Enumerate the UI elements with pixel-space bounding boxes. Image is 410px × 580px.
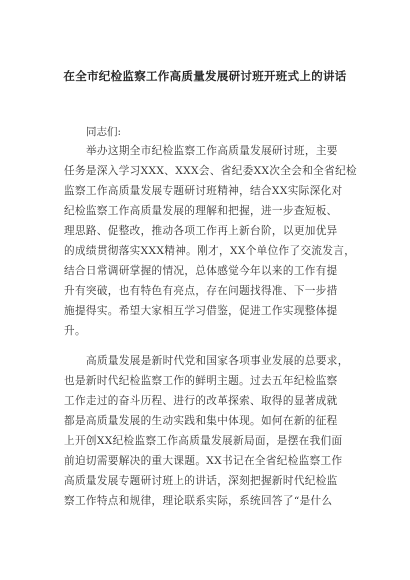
document-title: 在全市纪检监察工作高质量发展研讨班开班式上的讲话 [63,69,347,83]
body-line: 上开创XX纪检监察工作高质量发展新局面，是摆在我们面 [64,435,343,447]
body-line: 察工作特点和规律，理论联系实际，系统回答了“是什么 [64,495,333,507]
salutation: 同志们: [86,126,122,138]
body-line: 也是新时代纪检监察工作的鲜明主题。过去五年纪检监察 [64,375,338,387]
body-line: 升有突破，也有特色有亮点，存在问题找得准、下一步措 [64,285,338,297]
body-line: 任务是深入学习XXX、XXX会、省纪委XX次全会和全省纪检 [64,165,357,177]
body-line: 都是高质量发展的生动实践和集中体现。如何在新的征程 [64,415,338,427]
body-line: 监察工作高质量发展专题研讨班精神，结合XX实际深化对 [64,185,343,197]
body-line: 工作走过的奋斗历程、进行的改革探索、取得的显著成就 [64,395,338,407]
body-line: 前迫切需要解决的重大课题。XX书记在全省纪检监察工作 [64,455,343,467]
body-line: 纪检监察工作高质量发展的理解和把握，进一步查短板、 [64,205,338,217]
body-line: 高质量发展专题研讨班上的讲话，深刻把握新时代纪检监 [64,475,338,487]
body-line: 结合日常调研掌握的情况，总体感觉今年以来的工作有提 [64,265,338,277]
body-line: 施提得实。希望大家相互学习借鉴，促进工作实现整体提 [64,305,338,317]
body-line: 高质量发展是新时代党和国家各项事业发展的总要求， [86,355,349,367]
body-line: 理思路、促整改，推动各项工作再上新台阶，以更加优异 [64,225,338,237]
body-line: 升。 [64,325,86,337]
body-line: 的成绩贯彻落实XXX精神。刚才，XX个单位作了交流发言， [64,245,356,257]
body-line: 举办这期全市纪检监察工作高质量发展研讨班，主要 [86,145,338,157]
